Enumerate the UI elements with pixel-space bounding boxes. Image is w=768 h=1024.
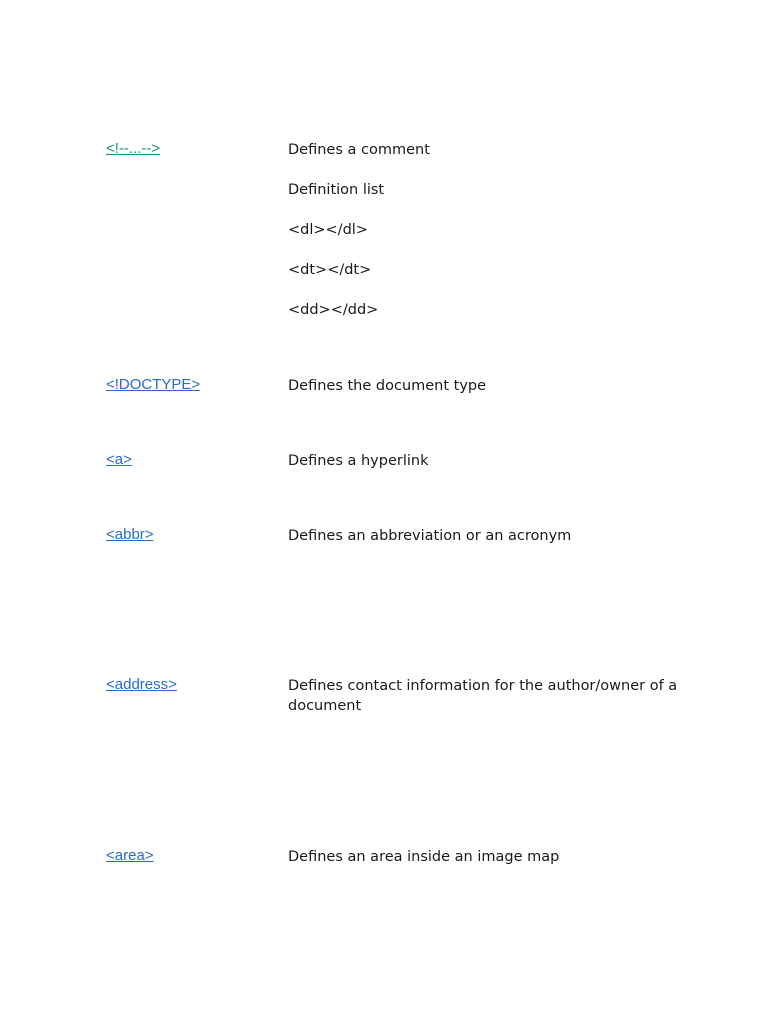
dl-tag-text: <dl></dl> [288,222,368,238]
tag-description-abbr: Defines an abbreviation or an acronym [288,528,572,544]
tag-link-a[interactable]: <a> [106,451,132,468]
tag-description-doctype: Defines the document type [288,378,487,394]
tag-description-address: Defines contact information for the author/owner of a document [288,678,678,714]
tag-link-area[interactable]: <area> [106,847,154,864]
tag-description-area: Defines an area inside an image map [288,849,560,865]
tag-description-comment: Defines a comment [288,142,430,158]
tag-description-a: Defines a hyperlink [288,453,429,469]
definition-list-label: Definition list [288,182,385,198]
dd-tag-text: <dd></dd> [288,302,379,318]
tag-link-comment[interactable]: <!--...--> [106,140,161,157]
tag-link-address[interactable]: <address> [106,676,177,693]
tag-link-abbr[interactable]: <abbr> [106,526,154,543]
dt-tag-text: <dt></dt> [288,262,372,278]
tag-link-doctype[interactable]: <!DOCTYPE> [106,376,201,393]
